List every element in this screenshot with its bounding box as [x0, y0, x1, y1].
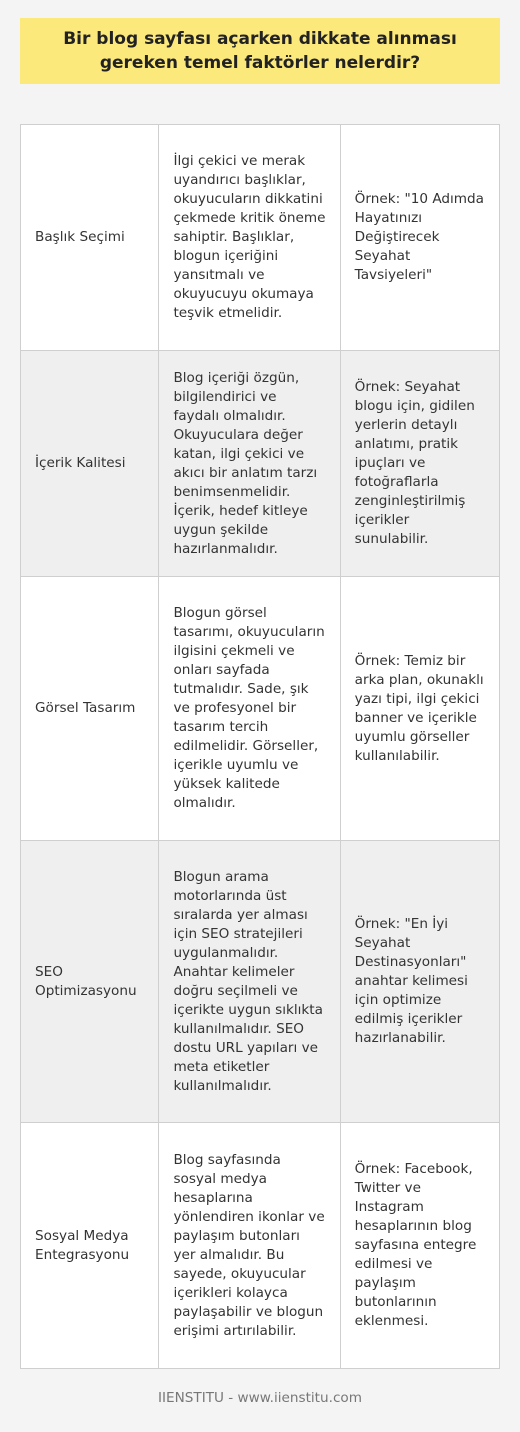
factor-cell: Görsel Tasarım	[21, 577, 159, 840]
example-cell: Örnek: Temiz bir arka plan, okunaklı yazı tipi, ilgi çekici banner ve içerikle uyumlu görseller kullanılabilir.	[354, 652, 484, 764]
example-cell: Örnek: Facebook, Twitter ve Instagram hesaplarının blog sayfasına entegre edilmesi ve paylaşım butonlarının eklenmesi.	[354, 1161, 477, 1329]
page-title: Bir blog sayfası açarken dikkate alınması gereken temel faktörler nelerdir?	[63, 29, 457, 73]
table-row	[21, 125, 499, 351]
footer-credit: IIENSTITU - www.iienstitu.com	[158, 1390, 362, 1406]
table-row	[21, 1123, 499, 1368]
example-cell: Örnek: Seyahat blogu için, gidilen yerlerin detaylı anlatımı, pratik ipuçları ve fotoğraflarla zenginleştirilmiş içerikler sunulabilir.	[354, 379, 475, 547]
description-cell: Blogun arama motorlarında üst sıralarda yer alması için SEO stratejileri uygulanmalıdır. Anahtar kelimeler doğru seçilmeli ve içerikte uygun sıklıkta kullanılmalıdır. SEO dostu URL yapıları ve meta etiketler kullanılmalıdır.	[159, 841, 340, 1122]
factor-cell: İçerik Kalitesi	[21, 351, 159, 576]
description-cell: Blogun görsel tasarımı, okuyucuların ilgisini çekmeli ve onları sayfada tutmalıdır. Sade, şık ve profesyonel bir tasarım tercih edilmelidir. Görseller, içerikle uyumlu ve yüksek kalitede olmalıdır.	[159, 577, 340, 840]
example-cell: Örnek: "10 Adımda Hayatınızı Değiştirecek Seyahat Tavsiyeleri"	[354, 191, 485, 283]
table-row	[21, 841, 499, 1123]
factor-cell: Sosyal Medya Entegrasyonu	[21, 1123, 159, 1368]
factor-cell: SEO Optimizasyonu	[21, 841, 159, 1122]
description-cell: Blog içeriği özgün, bilgilendirici ve faydalı olmalıdır. Okuyuculara değer katan, ilgi çekici ve akıcı bir anlatım tarzı benimsenmelidir. İçerik, hedef kitleye uygun şekilde hazırlanmalıdır.	[159, 351, 340, 576]
description-cell: Blog sayfasında sosyal medya hesaplarına yönlendiren ikonlar ve paylaşım butonları yer almalıdır. Bu sayede, okuyucular içerikleri kolayca paylaşabilir ve blogun erişimi artırılabilir.	[159, 1123, 340, 1368]
factors-table	[20, 124, 500, 1369]
example-cell: Örnek: "En İyi Seyahat Destinasyonları" anahtar kelimesi için optimize edilmiş içerikler hazırlanabilir.	[354, 916, 468, 1046]
description-cell: İlgi çekici ve merak uyandırıcı başlıklar, okuyucuların dikkatini çekmede kritik öneme sahiptir. Başlıklar, blogun içeriğini yansıtmalı ve okuyucuyu okumaya teşvik etmelidir.	[159, 125, 340, 350]
title-banner	[20, 18, 500, 84]
table-row	[21, 351, 499, 577]
factor-cell: Başlık Seçimi	[21, 125, 159, 350]
table-row	[21, 577, 499, 841]
